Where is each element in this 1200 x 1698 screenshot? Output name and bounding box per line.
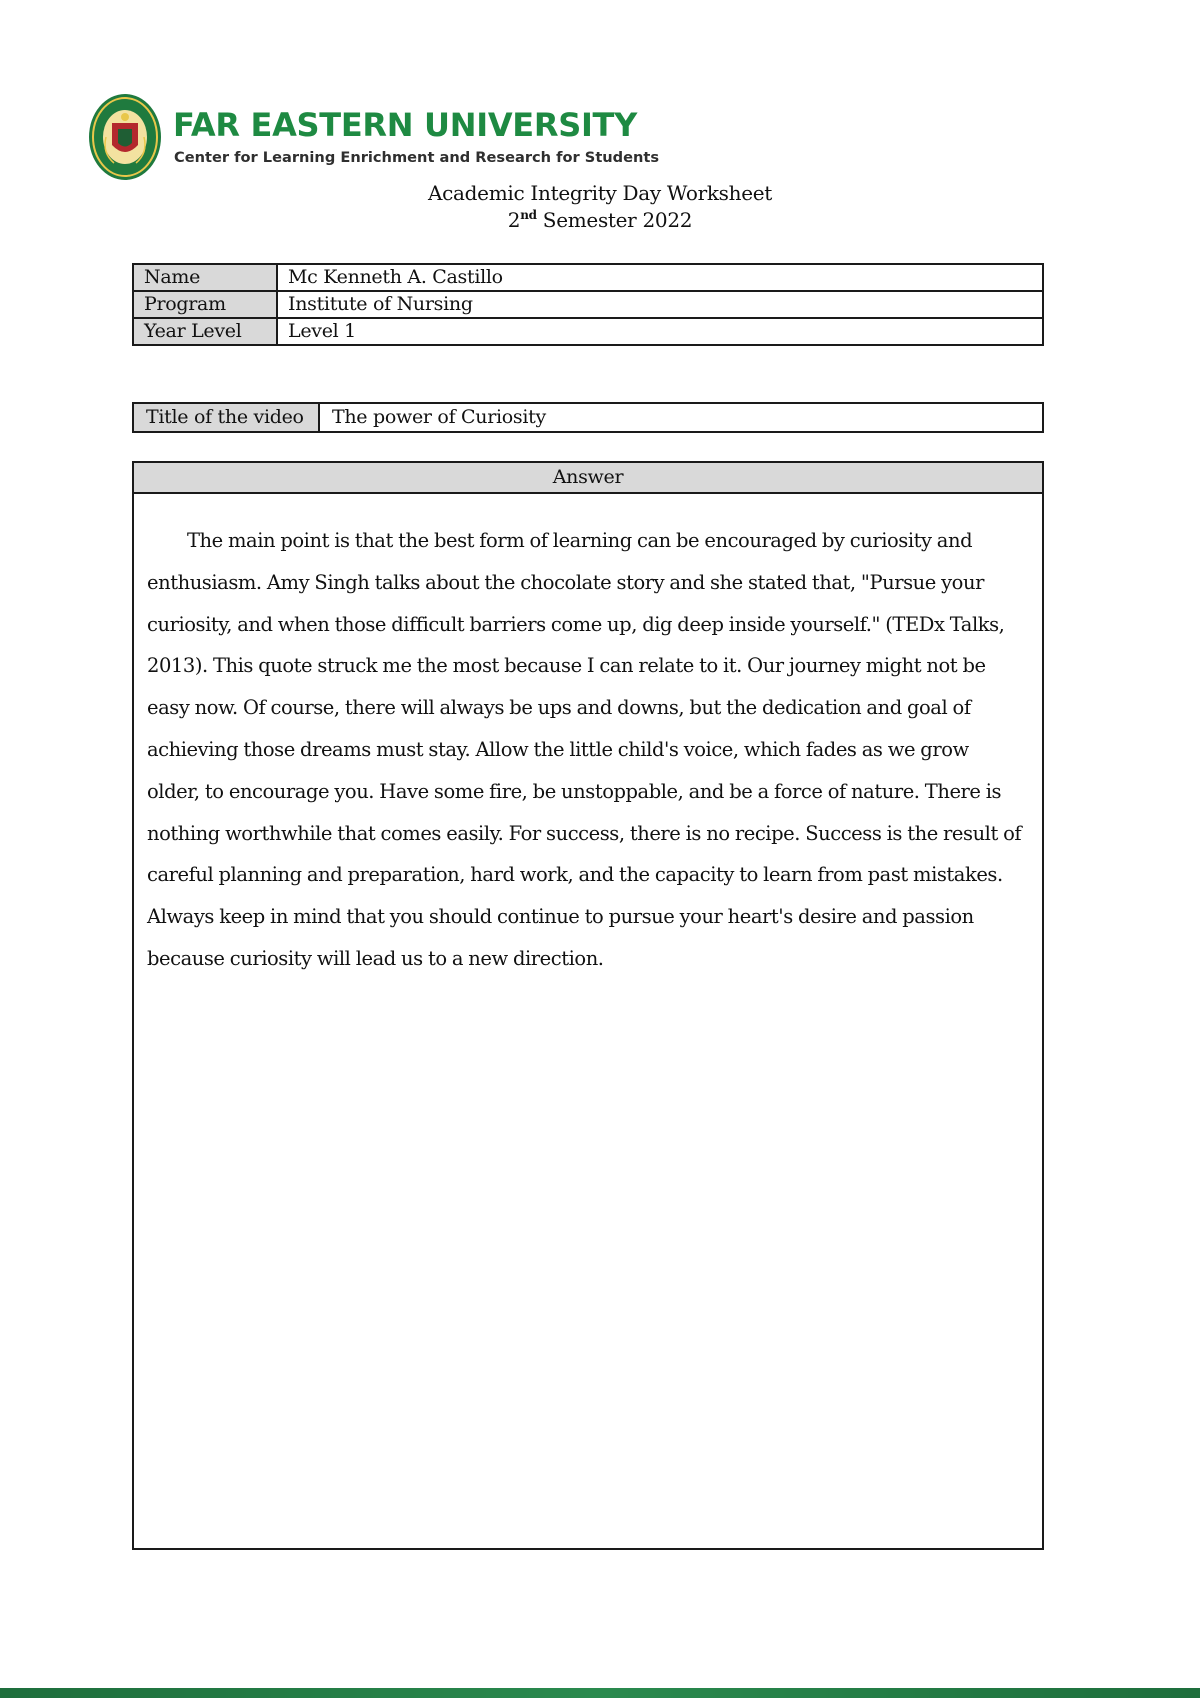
semester-line <box>0 208 1200 232</box>
name-value: Mc Kenneth A. Castillo <box>277 264 1043 291</box>
video-title-value: The power of Curiosity <box>319 403 1043 432</box>
video-title-table <box>132 402 1044 433</box>
table-row <box>133 291 1043 318</box>
year-level-label: Year Level <box>133 318 277 345</box>
answer-box <box>132 461 1044 1550</box>
table-row <box>133 318 1043 345</box>
name-label: Name <box>133 264 277 291</box>
university-seal-icon <box>88 93 162 181</box>
table-row <box>133 264 1043 291</box>
program-value: Institute of Nursing <box>277 291 1043 318</box>
semester-number: 2 <box>507 208 521 232</box>
year-level-value: Level 1 <box>277 318 1043 345</box>
table-row <box>133 403 1043 432</box>
footer-bar <box>0 1688 1200 1698</box>
semester-suffix: nd <box>520 208 537 222</box>
answer-header: Answer <box>134 463 1042 494</box>
student-info-table <box>132 263 1044 346</box>
university-name: FAR EASTERN UNIVERSITY <box>173 106 637 144</box>
answer-text: The main point is that the best form of learning can be encouraged by curiosity and enthusiasm. Amy Singh talks about the chocolate story and she stated that, "Pursue your curiosity, and when those difficult barriers come up, dig deep inside yourself." (TEDx Talks, 2013). This quote struck me the most because I can relate to it. Our journey might not be easy now. Of course, there will always be ups and downs, but the dedication and goal of achieving those dreams must stay. Allow the little child's voice, which fades as we grow older, to encourage you. Have some fire, be unstoppable, and be a force of nature. There is nothing worthwhile that comes easily. For success, there is no recipe. Success is the result of careful planning and preparation, hard work, and the capacity to learn from past mistakes. Always keep in mind that you should continue to pursue your heart's desire and passion because curiosity will lead us to a new direction. <box>147 529 1022 970</box>
video-title-label: Title of the video <box>133 403 319 432</box>
worksheet-title: Academic Integrity Day Worksheet <box>427 181 773 205</box>
program-label: Program <box>133 291 277 318</box>
center-name: Center for Learning Enrichment and Research for Students <box>174 149 660 166</box>
semester-text: Semester 2022 <box>536 208 693 232</box>
